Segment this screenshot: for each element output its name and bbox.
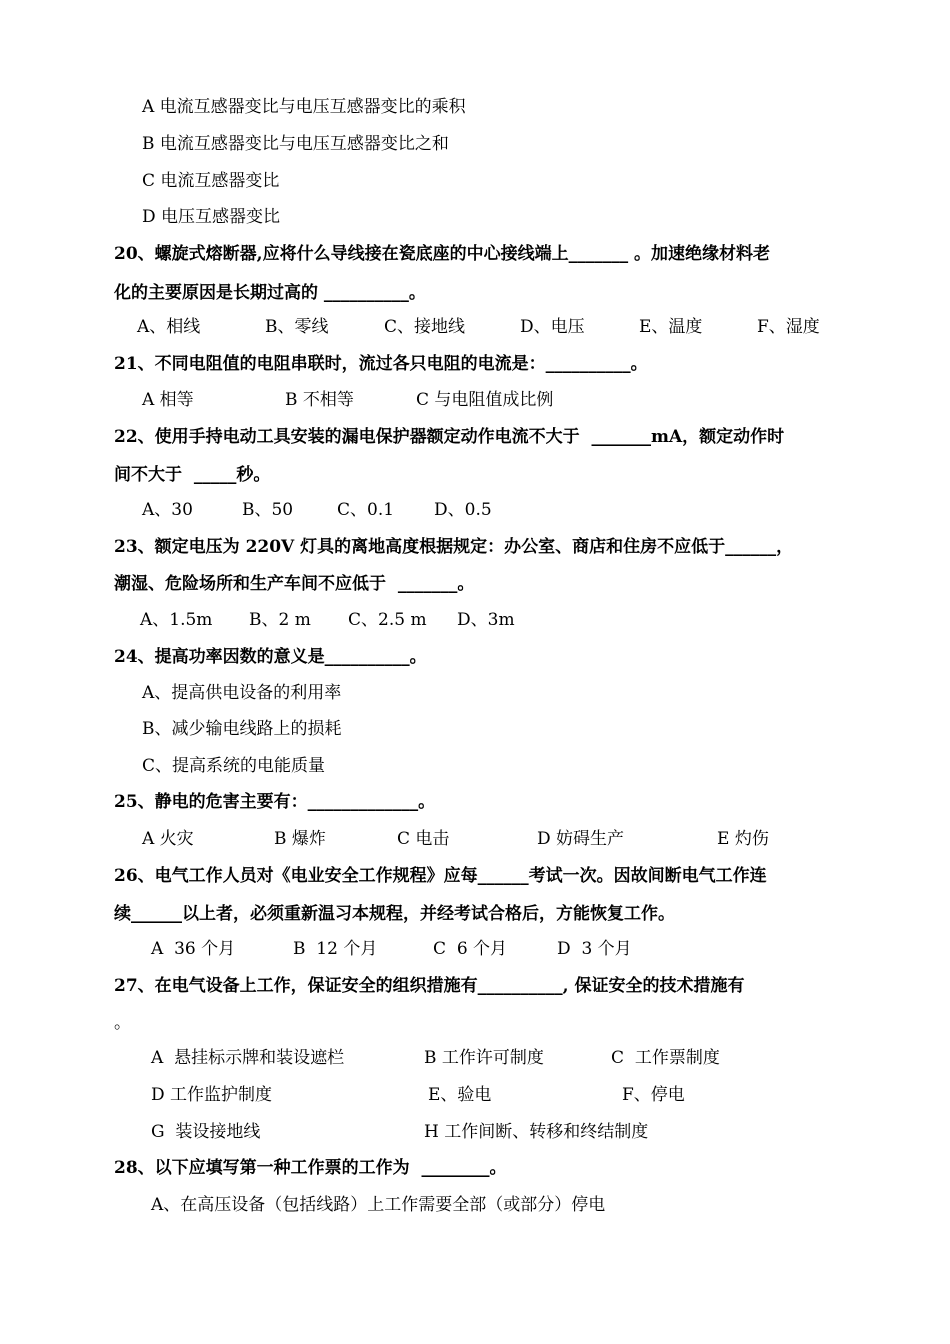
option-item: C 电击 <box>397 829 450 849</box>
option-item: G 装设接地线 <box>151 1122 261 1142</box>
question-line: 27、在电气设备上工作，保证安全的组织措施有__________, 保证安全的技术措施有 <box>114 976 745 996</box>
option-item: A、1.5m <box>140 610 213 630</box>
option-item: C 与电阻值成比例 <box>416 390 554 410</box>
option-item: C、0.1 <box>337 500 395 520</box>
question-line: 间不大于 _____秒。 <box>114 465 271 485</box>
option-item: C 6 个月 <box>433 939 508 959</box>
option-item: A 悬挂标示牌和装设遮栏 <box>151 1048 345 1068</box>
option-item: B、50 <box>242 500 294 520</box>
question-line: 潮湿、危险场所和生产车间不应低于 _______。 <box>114 574 475 594</box>
question-line: 21、不同电阻值的电阻串联时，流过各只电阻的电流是：__________。 <box>114 354 648 374</box>
option-item: C、接地线 <box>384 317 466 337</box>
question-line: 24、提高功率因数的意义是__________。 <box>114 647 427 667</box>
option-item: E、验电 <box>428 1085 492 1105</box>
option-item: A 火灾 <box>142 829 194 849</box>
option-item: D 妨碍生产 <box>537 829 625 849</box>
question-line: 25、静电的危害主要有：_____________。 <box>114 792 436 812</box>
question-line: 22、使用手持电动工具安装的漏电保护器额定动作电流不大于 _______mA，额定动作时 <box>114 427 785 447</box>
question-line: 20、螺旋式熔断器,应将什么导线接在瓷底座的中心接线端上_______ 。加速绝缘材料老 <box>114 244 770 264</box>
option-item: A、相线 <box>137 317 201 337</box>
option-item: E、温度 <box>639 317 703 337</box>
option-item: C 工作票制度 <box>611 1048 720 1068</box>
option-item: F、停电 <box>622 1085 685 1105</box>
option-line: C 电流互感器变比 <box>142 171 280 191</box>
question-line: 26、电气工作人员对《电业安全工作规程》应每______考试一次。因故间断电气工作连 <box>114 866 767 886</box>
question-line: 23、额定电压为 220V 灯具的离地高度根据规定：办公室、商店和住房不应低于______， <box>114 537 794 557</box>
option-item: F、湿度 <box>757 317 820 337</box>
option-item: B 爆炸 <box>274 829 326 849</box>
option-item: B、零线 <box>265 317 329 337</box>
option-item: A 相等 <box>142 390 194 410</box>
option-line: A 电流互感器变比与电压互感器变比的乘积 <box>142 97 466 117</box>
option-line: B 电流互感器变比与电压互感器变比之和 <box>142 134 449 154</box>
option-item: B 12 个月 <box>293 939 378 959</box>
option-item: B 工作许可制度 <box>424 1048 544 1068</box>
option-line: D 电压互感器变比 <box>142 207 281 227</box>
option-item: E 灼伤 <box>717 829 769 849</box>
option-item: D 3 个月 <box>557 939 632 959</box>
option-item: C、2.5 m <box>348 610 427 630</box>
question-line: 化的主要原因是长期过高的 __________。 <box>114 283 426 303</box>
option-item: D、电压 <box>520 317 585 337</box>
option-line: C、提高系统的电能质量 <box>142 756 326 776</box>
option-line: B、减少输电线路上的损耗 <box>142 719 342 739</box>
option-item: D 工作监护制度 <box>151 1085 273 1105</box>
option-item: B 不相等 <box>285 390 354 410</box>
option-item: A 36 个月 <box>151 939 236 959</box>
option-line: A、提高供电设备的利用率 <box>142 683 342 703</box>
option-item: D、3m <box>457 610 515 630</box>
option-item: B、2 m <box>249 610 311 630</box>
question-line: 续______以上者，必须重新温习本规程，并经考试合格后，方能恢复工作。 <box>114 904 675 924</box>
question-line: 28、以下应填写第一种工作票的工作为 ________。 <box>114 1158 507 1178</box>
question-continuation: 。 <box>114 1013 131 1033</box>
option-item: H 工作间断、转移和终结制度 <box>424 1122 649 1142</box>
option-line: A、在高压设备（包括线路）上工作需要全部（或部分）停电 <box>151 1195 606 1215</box>
option-item: D、0.5 <box>434 500 492 520</box>
option-item: A、30 <box>142 500 193 520</box>
